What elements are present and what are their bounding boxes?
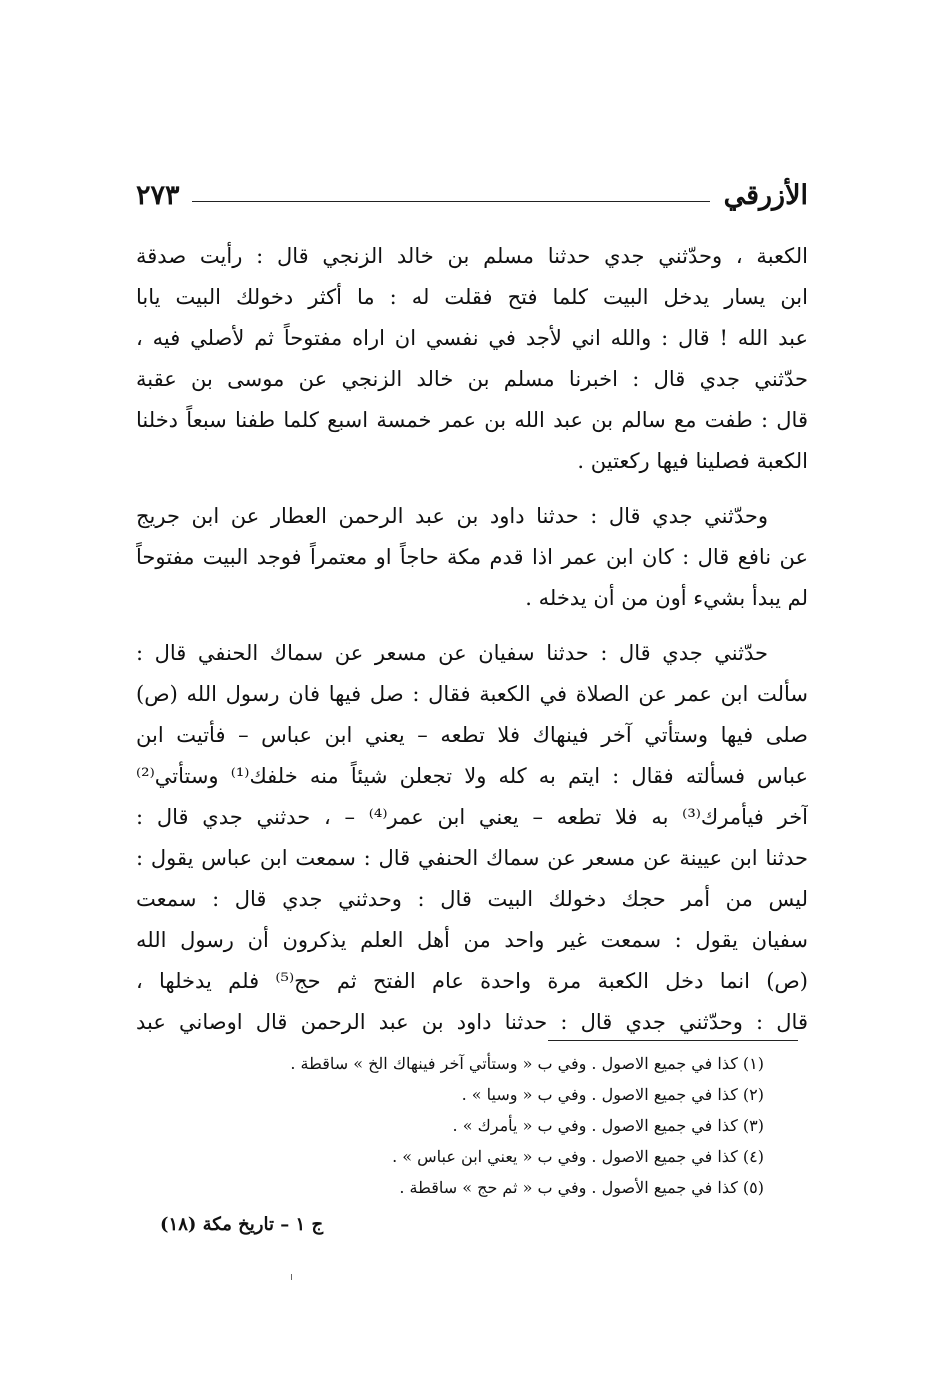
footnote: (١) كذا في جميع الاصول . وفي ب « وستأتي آخر فينهاك الخ » ساقطة .	[290, 1054, 764, 1073]
text-line: قال : طفت مع سالم بن عبد الله بن عمر خمسة اسبع كلما طفنا سبعاً دخلنا	[136, 408, 808, 432]
text-line: صلى فيها وستأتي آخر فينهاك فلا تطعه – يعني ابن عباس – فأتيت ابن	[136, 723, 808, 747]
footnote: (٢) كذا في جميع الاصول . وفي ب « وسيا » .	[461, 1085, 764, 1104]
text-line: ليس من أمر حجك دخولك البيت قال : وحدثني جدي قال : سمعت	[136, 887, 808, 911]
text-line: حدّثني جدي قال : اخبرنا مسلم بن خالد الزنجي عن موسى بن عقبة	[136, 367, 808, 391]
page-number: ٢٧٣	[136, 180, 180, 211]
text-line: حدثنا ابن عيينة عن مسعر عن سماك الحنفي قال : سمعت ابن عباس يقول :	[136, 846, 808, 870]
text-line: آخر فيأمرك⁽³⁾ به فلا تطعه – يعني ابن عمر⁽⁴⁾ – ، حدثني جدي قال :	[136, 805, 808, 829]
paragraph	[136, 496, 808, 619]
paragraph	[136, 633, 808, 1043]
text-line: لم يبدأ بشيء أون من أن يدخله .	[525, 586, 808, 610]
running-head-author: الأزرقي	[723, 180, 808, 211]
header-rule	[192, 201, 710, 202]
text-line: (ص) انما دخل الكعبة مرة واحدة عام الفتح ثم حج⁽⁵⁾ فلم يدخلها ،	[136, 969, 808, 993]
text-line: سألت ابن عمر عن الصلاة في الكعبة فقال : صل فيها فان رسول الله (ص)	[136, 682, 808, 706]
text-line: ابن يسار يدخل البيت كلما فتح فقلت له : ما أكثر دخولك البيت يابا	[136, 285, 808, 309]
print-speck	[291, 1274, 292, 1280]
text-line: سفيان يقول : سمعت غير واحد من أهل العلم يذكرون أن رسول الله	[136, 928, 808, 952]
running-header	[136, 176, 808, 216]
text-line: قال : وحدّثني جدي قال : حدثنا داود بن عبد الرحمن قال اوصاني عبد	[136, 1010, 808, 1034]
text-line: وحدّثني جدي قال : حدثنا داود بن عبد الرحمن العطار عن ابن جريج	[136, 504, 768, 528]
signature-mark: ج ١ – تاريخ مكة (١٨)	[160, 1214, 324, 1235]
text-line: عن نافع قال : كان ابن عمر اذا قدم مكة حاجاً او معتمراً فوجد البيت مفتوحاً	[136, 545, 808, 569]
main-text	[136, 236, 808, 1043]
paragraph	[136, 236, 808, 482]
text-line: عبد الله ! قال : والله اني لأجد في نفسي ان اراه مفتوحاً ثم لأصلي فيه ،	[136, 326, 808, 350]
footnote: (٣) كذا في جميع الاصول . وفي ب « يأمرك » .	[452, 1116, 764, 1135]
footnotes	[136, 1048, 764, 1203]
text-line: الكعبة ، وحدّثني جدي حدثنا مسلم بن خالد الزنجي قال : رأيت صدقة	[136, 244, 808, 268]
footnote: (٤) كذا في جميع الاصول . وفي ب « يعني ابن عباس » .	[392, 1147, 764, 1166]
footnote: (٥) كذا في جميع الأصول . وفي ب « ثم حج » ساقطة .	[399, 1178, 764, 1197]
text-line: حدّثني جدي قال : حدثنا سفيان عن مسعر عن سماك الحنفي قال :	[136, 641, 768, 665]
text-line: عباس فسألته فقال : ايتم به كله ولا تجعلن شيئاً منه خلفك⁽¹⁾ وستأتي⁽²⁾	[136, 764, 808, 788]
text-line: الكعبة فصلينا فيها ركعتين .	[577, 449, 808, 473]
footnote-rule	[548, 1040, 798, 1041]
